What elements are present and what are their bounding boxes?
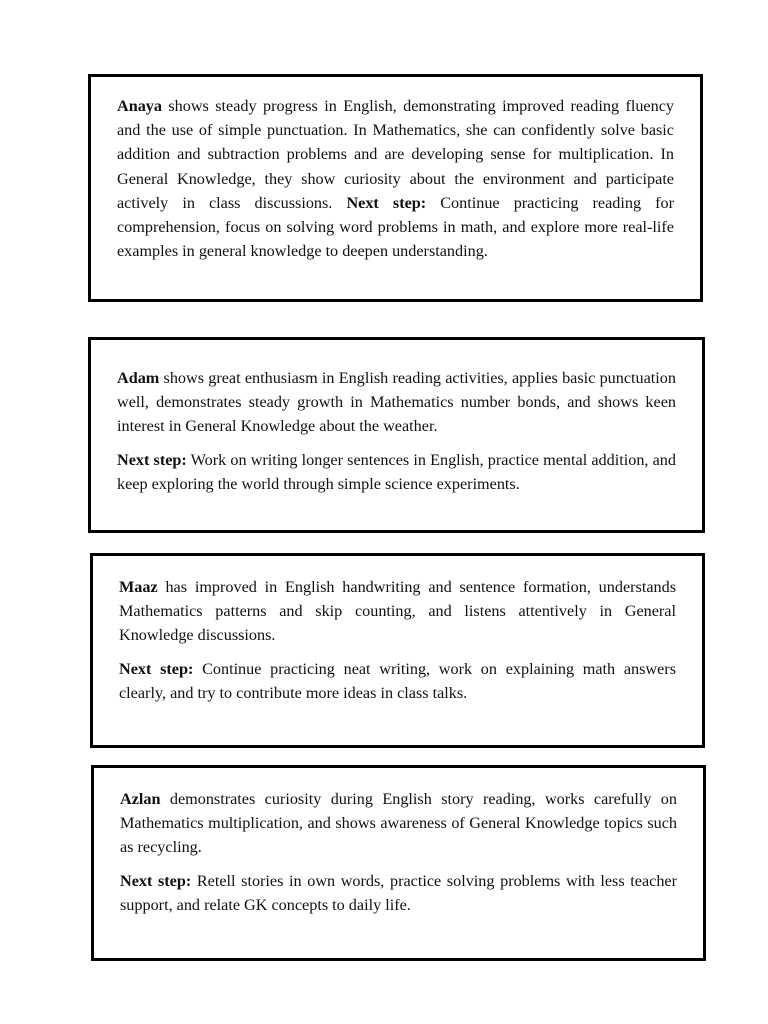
comment-paragraph bbox=[119, 575, 676, 647]
student-comment-card-anaya bbox=[88, 74, 703, 302]
student-name: Adam bbox=[117, 369, 160, 387]
next-step-paragraph bbox=[120, 869, 677, 917]
next-step-label: Next step: bbox=[120, 872, 192, 890]
comment-paragraph bbox=[120, 787, 677, 859]
student-name: Maaz bbox=[119, 578, 158, 596]
next-step-text: Work on writing longer sentences in English, practice mental addition, and keep exploring the world through simple science experiments. bbox=[117, 451, 676, 493]
comment-text: shows great enthusiasm in English reading activities, applies basic punctuation well, demonstrates steady growth in Mathematics number bonds, and shows keen interest in General Knowledge about the weather. bbox=[117, 369, 676, 435]
next-step-text: Continue practicing neat writing, work on explaining math answers clearly, and try to contribute more ideas in class talks. bbox=[119, 660, 676, 702]
next-step-text: Retell stories in own words, practice solving problems with less teacher support, and relate GK concepts to daily life. bbox=[120, 872, 677, 914]
student-comment-card-adam bbox=[88, 337, 705, 533]
comment-paragraph bbox=[117, 94, 674, 263]
next-step-text: Continue practicing reading for comprehension, focus on solving word problems in math, and explore more real-life examples in general knowledge to deepen understanding. bbox=[117, 193, 675, 261]
comment-paragraph bbox=[117, 366, 676, 438]
comment-text: demonstrates curiosity during English story reading, works carefully on Mathematics multiplication, and shows awareness of General Knowledge topics such as recycling. bbox=[120, 790, 677, 856]
next-step-paragraph bbox=[119, 657, 676, 705]
next-step-label: Next step: bbox=[117, 451, 187, 469]
next-step-paragraph bbox=[117, 448, 676, 496]
student-comment-card-maaz bbox=[90, 553, 705, 748]
student-name: Anaya bbox=[117, 97, 162, 115]
next-step-label: Next step: bbox=[119, 660, 194, 678]
student-comment-card-azlan bbox=[91, 765, 706, 961]
comment-text: shows steady progress in English, demonstrating improved reading fluency and the use of simple punctuation. In Mathematics, she can confidently solve basic addition and subtraction problems and are developing sense for multiplication. In General Knowledge, they show curiosity about the environment and participate actively in class discussions. bbox=[117, 97, 674, 212]
next-step-label: Next step: bbox=[346, 193, 427, 212]
comment-text: has improved in English handwriting and sentence formation, understands Mathematics patterns and skip counting, and listens attentively in General Knowledge discussions. bbox=[119, 578, 676, 644]
student-name: Azlan bbox=[120, 790, 161, 808]
